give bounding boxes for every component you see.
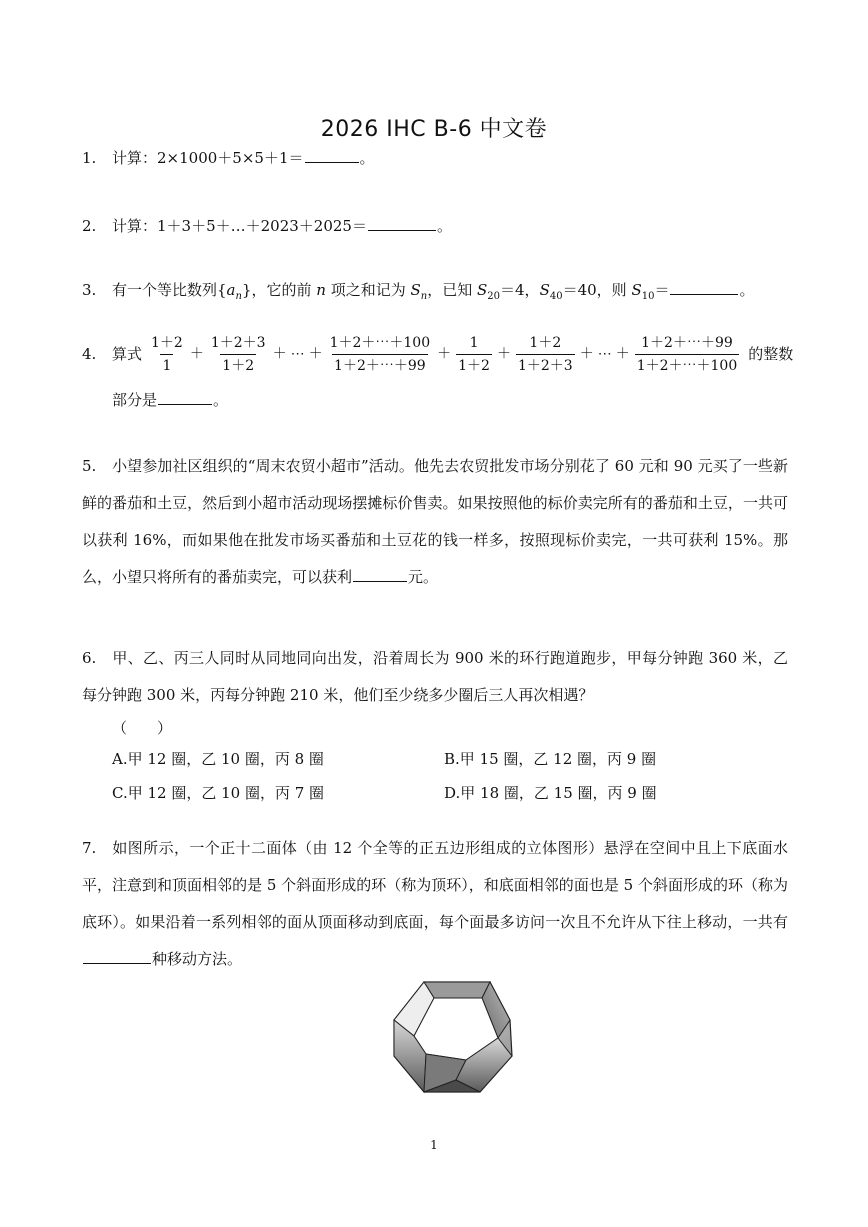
- fraction-expression: [112, 330, 794, 378]
- option-b: B.甲 15 圈，乙 12 圈，丙 9 圈: [444, 750, 657, 768]
- question-7: [82, 830, 788, 978]
- question-1: [82, 140, 788, 176]
- answer-blank: [368, 216, 436, 231]
- answer-blank: [158, 390, 212, 405]
- question-text: 甲、乙、丙三人同时从同地同向出发，沿着周长为 900 米的环行跑道跑步，甲每分钟跑 360 米，乙每分钟跑 300 米，丙每分钟跑 210 米，他们至少绕多少圈后三人再次相遇？: [82, 649, 788, 704]
- fraction-4: $\frac{1}{1+2}$: [458, 334, 490, 374]
- fraction-5: $\frac{1+2}{1+2+3}$: [517, 334, 573, 374]
- ellipsis: ⋯: [597, 346, 612, 362]
- question-suffix: 。: [436, 217, 452, 235]
- text-segment: ，已知: [427, 281, 477, 299]
- question-suffix: 元。: [408, 568, 439, 586]
- answer-blank: [670, 280, 738, 295]
- question-text: 计算：2×1000＋5×5＋1＝: [112, 149, 304, 167]
- variable-s: S: [410, 281, 421, 299]
- question-4: [82, 330, 794, 418]
- question-text: 部分是: [112, 391, 158, 409]
- question-2: [82, 208, 788, 244]
- question-lead: 算式: [112, 345, 143, 363]
- fraction-1: $\frac{1+2}{1}$: [151, 334, 183, 374]
- page-number: 1: [430, 1138, 438, 1152]
- plus-sign: ＋: [496, 346, 511, 362]
- question-number: 3.: [82, 281, 97, 299]
- text-segment: }，它的前: [241, 281, 317, 299]
- question-6: [82, 640, 788, 814]
- answer-parentheses: （ ）: [112, 719, 173, 737]
- question-suffix: 。: [213, 391, 229, 409]
- answer-blank: [83, 949, 151, 964]
- plus-sign: ＋: [437, 346, 452, 362]
- question-text: 小望参加社区组织的“周末农贸小超市”活动。他先去农贸批发市场分别花了 60 元和 90 元买了一些新鲜的番茄和土豆，然后到小超市活动现场摆摊标价售卖。如果按照他的标价卖完所有的番茄和土豆，一共可以获利 16%，而如果他在批发市场买番茄和土豆花的钱一样多，按照现标价卖完，一共可获利 15%。那么，小望只将所有的番茄卖完，可以获利: [82, 457, 788, 586]
- variable-s: S: [539, 281, 550, 299]
- subscript: 10: [641, 291, 655, 302]
- dodecahedron-figure: [386, 976, 518, 1098]
- question-3: [82, 272, 788, 308]
- text-segment: 项之和记为: [325, 281, 411, 299]
- subscript: n: [420, 291, 428, 302]
- plus-sign: ＋: [308, 346, 323, 362]
- subscript: 20: [487, 291, 501, 302]
- document-title: 2026 IHC B-6 中文卷: [320, 117, 548, 142]
- option-c: C.甲 12 圈，乙 10 圈，丙 7 圈: [112, 784, 325, 802]
- answer-blank: [305, 148, 359, 163]
- plus-sign: ＋: [579, 346, 594, 362]
- question-suffix: 。: [739, 281, 755, 299]
- plus-sign: ＋: [189, 346, 204, 362]
- question-number: 7.: [82, 839, 97, 857]
- plus-sign: ＋: [615, 346, 630, 362]
- variable-a: a: [226, 281, 236, 299]
- option-a: A.甲 12 圈，乙 10 圈，丙 8 圈: [112, 750, 324, 768]
- text-segment: 有一个等比数列{: [112, 281, 227, 299]
- question-5: [82, 448, 788, 596]
- subscript: n: [235, 291, 242, 302]
- question-suffix: 种移动方法。: [152, 950, 243, 968]
- text-segment: ＝: [654, 281, 670, 299]
- question-number: 6.: [82, 649, 97, 667]
- text-segment: ＝40，则: [562, 281, 632, 299]
- fraction-2: $\frac{1+2+3}{1+2}$: [210, 334, 266, 374]
- plus-sign: ＋: [272, 346, 287, 362]
- question-suffix: 。: [359, 149, 375, 167]
- question-tail: 的整数: [748, 345, 794, 363]
- variable-n: n: [316, 281, 326, 299]
- ellipsis: ⋯: [290, 346, 305, 362]
- question-text: 计算：1＋3＋5＋…＋2023＋2025＝: [112, 217, 367, 235]
- variable-s: S: [631, 281, 642, 299]
- question-number: 2.: [82, 217, 97, 235]
- question-number: 1.: [82, 149, 97, 167]
- question-number: 5.: [82, 457, 97, 475]
- options: [112, 742, 788, 814]
- variable-s: S: [477, 281, 488, 299]
- question-number: 4.: [82, 345, 97, 363]
- subscript: 40: [549, 291, 563, 302]
- option-d: D.甲 18 圈，乙 15 圈，丙 9 圈: [444, 784, 657, 802]
- fraction-3: $\frac{1+2+\cdots+100}{1+2+\cdots+99}$: [329, 334, 431, 374]
- question-text: 如图所示，一个正十二面体（由 12 个全等的正五边形组成的立体图形）悬浮在空间中且上下底面水平，注意到和顶面相邻的是 5 个斜面形成的环（称为顶环），和底面相邻的面也是 5 个斜面形成的环（称为底环）。如果沿着一系列相邻的面从顶面移动到底面，每个面最多访问一次且不允许从下往上移动，一共有: [82, 839, 788, 931]
- answer-blank: [353, 567, 407, 582]
- fraction-6: $\frac{1+2+\cdots+99}{1+2+\cdots+100}$: [636, 334, 738, 374]
- text-segment: ＝4，: [500, 281, 540, 299]
